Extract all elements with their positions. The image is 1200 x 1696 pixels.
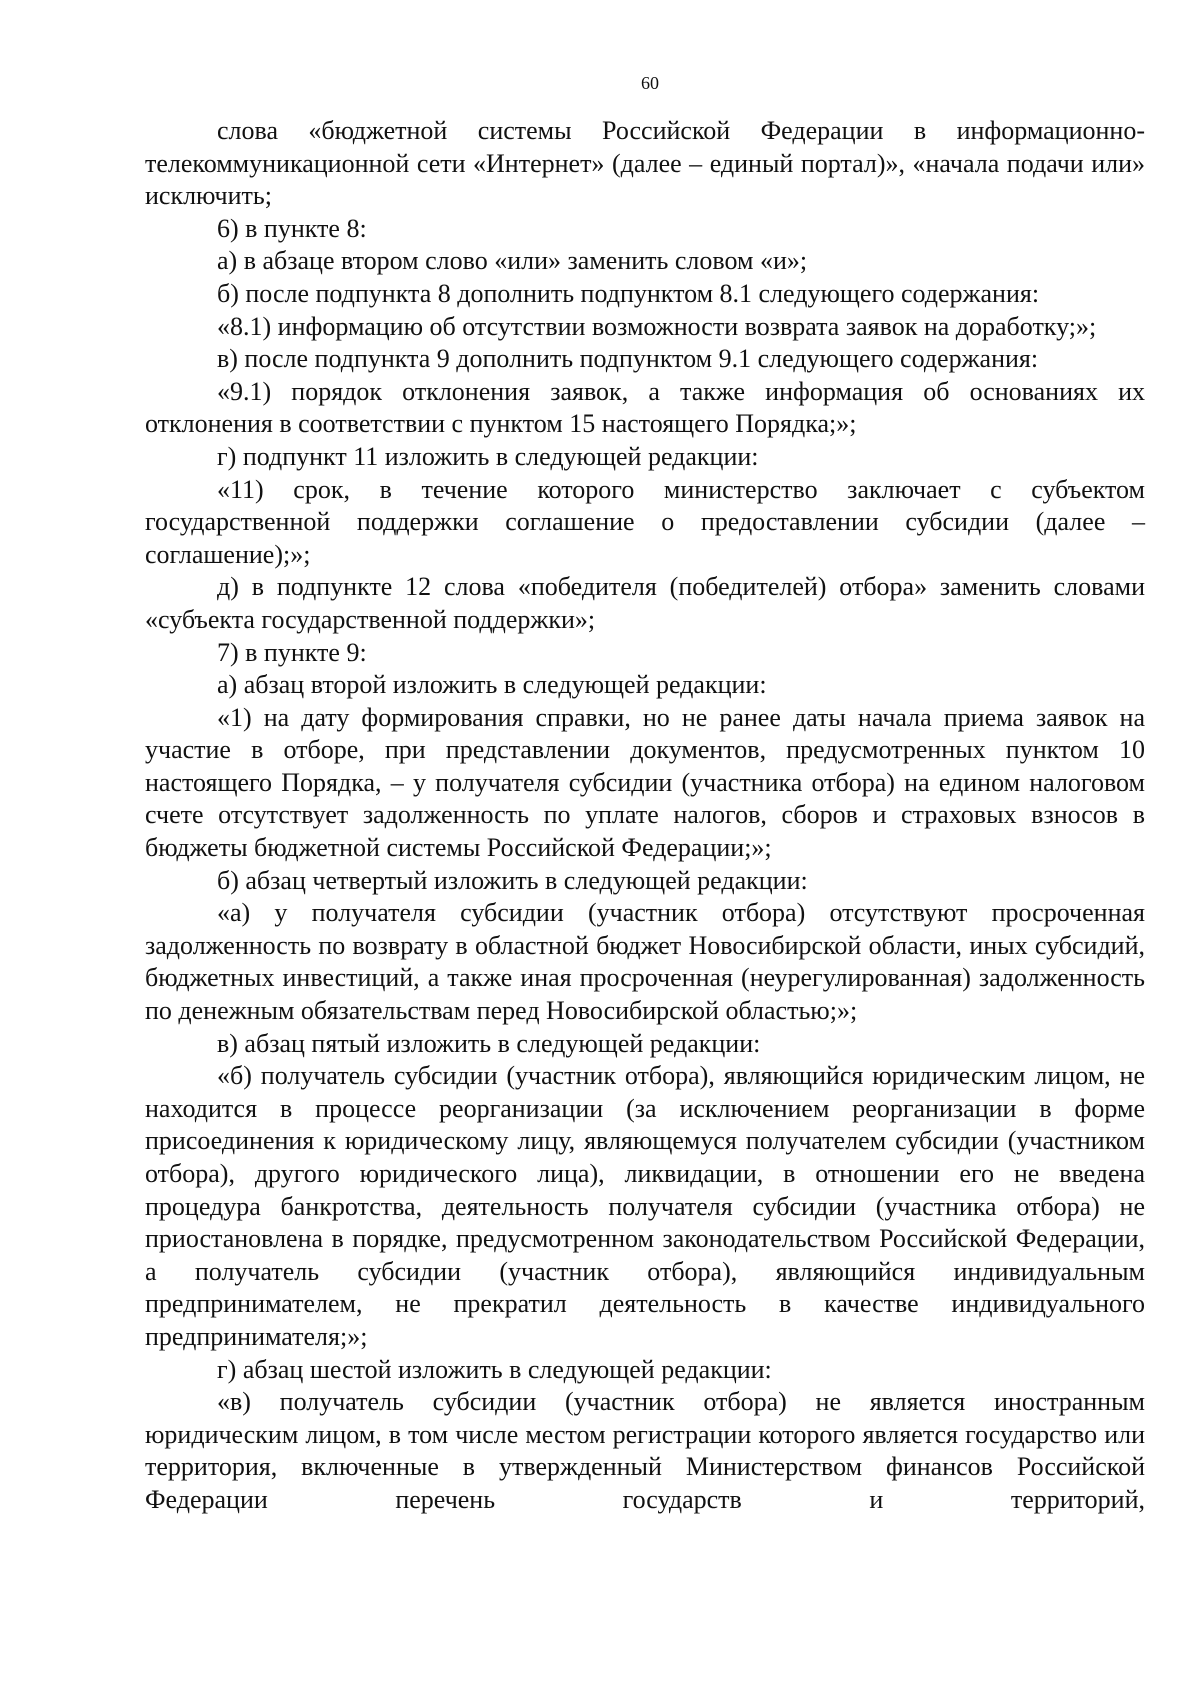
paragraph-14: б) абзац четвертый изложить в следующей редакции:: [217, 865, 808, 895]
paragraph-5: «8.1) информацию об отсутствии возможности возврата заявок на доработку;»;: [217, 311, 1097, 341]
paragraph-9: «11) срок, в течение которого министерство заключает с субъектом государственной поддержки соглашение о предоставлении субсидии (далее – соглашение);»;: [145, 474, 1145, 569]
paragraph-19: «в) получатель субсидии (участник отбора) не является иностранным юридическим лицом, в том числе местом регистрации которого является государство или территория, включенные в утвержденный Министерством финансов Российской Федерации перечень государств и территорий,: [145, 1387, 1145, 1514]
paragraph-6: в) после подпункта 9 дополнить подпунктом 9.1 следующего содержания:: [217, 344, 1039, 374]
document-body: [145, 115, 1145, 1517]
paragraph-17: «б) получатель субсидии (участник отбора), являющийся юридическим лицом, не находится в процессе реорганизации (за исключением реорганизации в форме присоединения к юридическому лицу, являющемуся получателем субсидии (участником отбора), другого юридического лица), ликвидации, в отношении его не введена процедура банкротства, деятельность получателя субсидии (участника отбора) не приостановлена в порядке, предусмотренном законодательством Российской Федерации, а получатель субсидии (участник отбора), являющийся индивидуальным предпринимателем, не прекратил деятельность в качестве индивидуального предпринимателя;»;: [145, 1061, 1145, 1351]
paragraph-16: в) абзац пятый изложить в следующей редакции:: [217, 1028, 761, 1058]
paragraph-2: 6) в пункте 8:: [217, 213, 367, 243]
paragraph-11: 7) в пункте 9:: [217, 637, 367, 667]
paragraph-4: б) после подпункта 8 дополнить подпунктом 8.1 следующего содержания:: [217, 278, 1040, 308]
paragraph-3: а) в абзаце втором слово «или» заменить словом «и»;: [217, 246, 808, 276]
paragraph-12: а) абзац второй изложить в следующей редакции:: [217, 670, 767, 700]
paragraph-15: «а) у получателя субсидии (участник отбора) отсутствуют просроченная задолженность по возврату в областной бюджет Новосибирской области, иных субсидий, бюджетных инвестиций, а также иная просроченная (неурегулированная) задолженность по денежным обязательствам перед Новосибирской областью;»;: [145, 898, 1145, 1026]
paragraph-13: «1) на дату формирования справки, но не ранее даты начала приема заявок на участие в отборе, при представлении документов, предусмотренных пунктом 10 настоящего Порядка, – у получателя субсидии (участника отбора) на едином налоговом счете отсутствует задолженность по уплате налогов, сборов и страховых взносов в бюджеты бюджетной системы Российской Федерации;»;: [145, 702, 1145, 863]
paragraph-18: г) абзац шестой изложить в следующей редакции:: [217, 1354, 772, 1384]
paragraph-1: слова «бюджетной системы Российской Федерации в информационно-телекоммуникационной сети «Интернет» (далее – единый портал)», «начала подачи или» исключить;: [145, 116, 1145, 211]
paragraph-7: «9.1) порядок отклонения заявок, а также информация об основаниях их отклонения в соответствии с пунктом 15 настоящего Порядка;»;: [145, 376, 1145, 439]
paragraph-8: г) подпункт 11 изложить в следующей редакции:: [217, 441, 759, 471]
paragraph-10: д) в подпункте 12 слова «победителя (победителей) отбора» заменить словами «субъекта государственной поддержки»;: [145, 572, 1145, 634]
page-number: 60: [641, 73, 659, 93]
